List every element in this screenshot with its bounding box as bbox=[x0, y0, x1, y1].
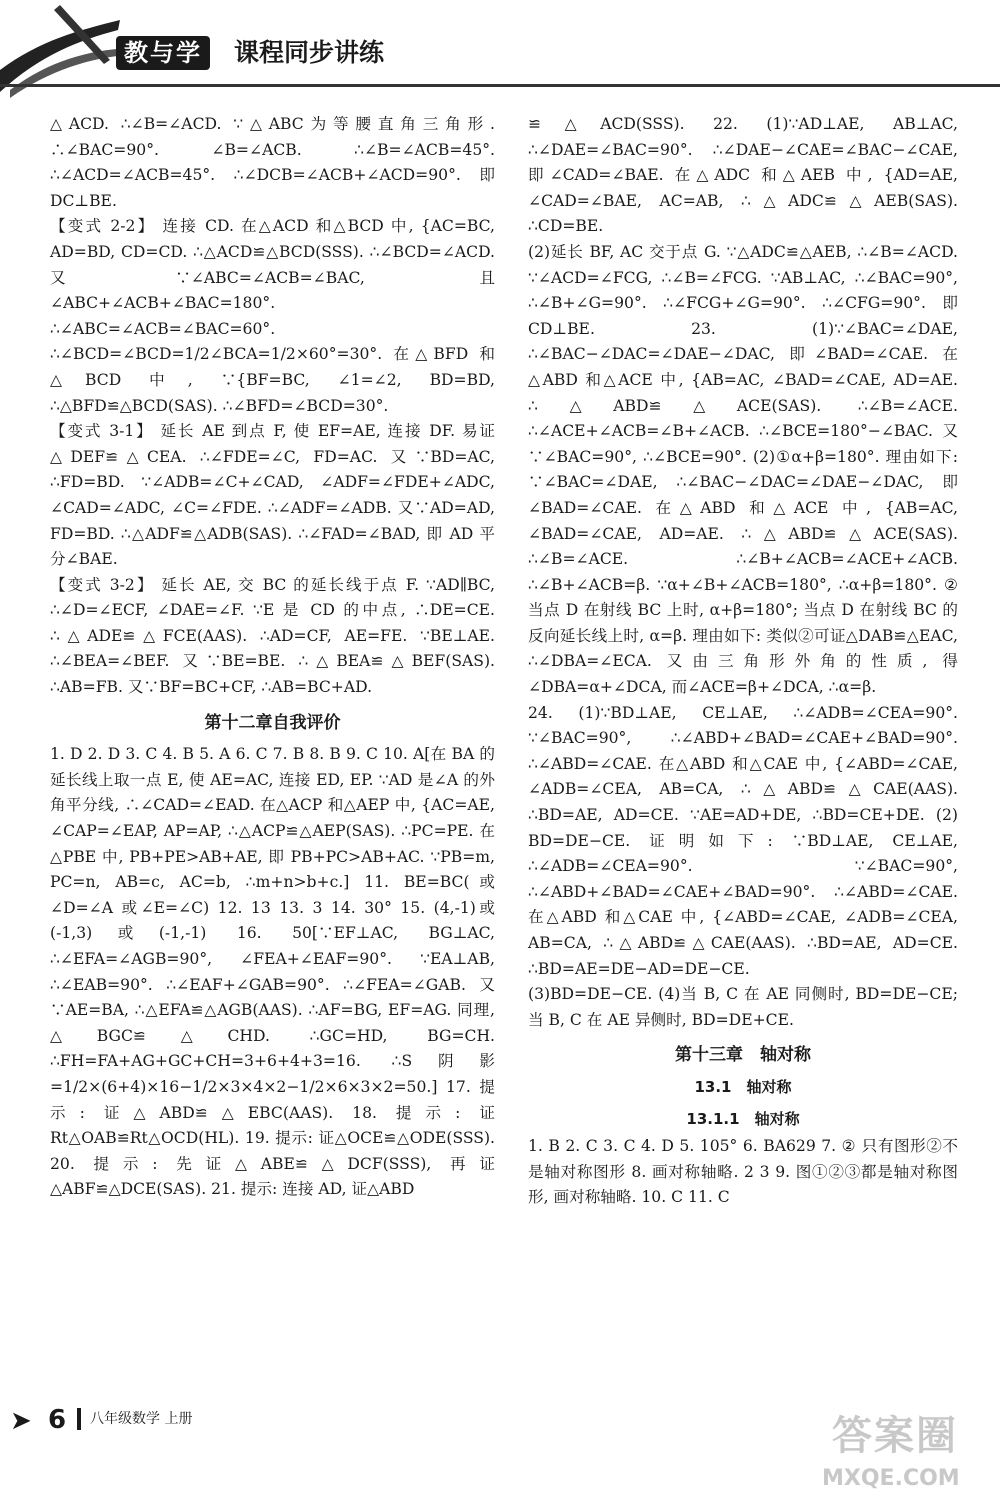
right-paragraph: (3)BD=DE−CE. (4)当 B, C 在 AE 同侧时, BD=DE−CE; 当 B, C 在 AE 异侧时, BD=DE+CE. bbox=[528, 985, 958, 1029]
section-title: 13.1 轴对称 bbox=[694, 1077, 792, 1096]
left-column bbox=[50, 112, 495, 1203]
page-footer bbox=[0, 1400, 1000, 1500]
watermark bbox=[800, 1410, 990, 1498]
chapter13-title: 第十三章 轴对称 bbox=[675, 1045, 811, 1066]
page-number: 6 bbox=[48, 1405, 67, 1435]
series-title: 课程同步讲练 bbox=[234, 38, 385, 67]
subsection-title: 13.1.1 轴对称 bbox=[686, 1109, 800, 1128]
watermark-sub: MXQE.COM bbox=[822, 1466, 960, 1491]
chapter13-answers: 1. B 2. C 3. C 4. D 5. 105° 6. BA629 7. ② 只有图形②不是轴对称图形 8. 画对称轴略. 2 3 9. 图①②③都是轴对称图形, 画对称轴略. 10. C 11. C bbox=[528, 1137, 958, 1207]
chapter12-answers: 1. D 2. D 3. C 4. B 5. A 6. C 7. B 8. B 9. C 10. A[在 BA 的延长线上取一点 E, 使 AE=AC, 连接 ED, EP. ∵AD 是∠A 的外角平分线, ∴∠CAD=∠EAD. 在△ACP 和△AEP 中, {AC=AE, ∠CAP=∠EAP, AP=AP, ∴△ACP≌△AEP(SAS). ∴PC=PE. 在△PBE 中, PB+PE>AB+AE, 即 PB+PC>AB+AC. ∵PB=m, PC=n, AB=c, AC=b, ∴m+n>b+c.] 11. BE=BC(或∠D=∠A 或∠E=∠C) 12. 13 13. 3 14. 30° 15. (4,-1)或(-1,3)或(-1,-1) 16. 50[∵EF⊥AC, BG⊥AC, ∴∠EFA=∠AGB=90°, ∠FEA+∠EAF=90°. ∵EA⊥AB, ∴∠EAB=90°. ∴∠EAF+∠GAB=90°. ∴∠FEA=∠GAB. 又∵AE=BA, ∴△EFA≌△AGB(AAS). ∴AF=BG, EF=AG. 同理, △BGC≌△CHD. ∴GC=HD, BG=CH. ∴FH=FA+AG+GC+CH=3+6+4+3=16. ∴S阴影=1/2×(6+4)×16−1/2×3×4×2−1/2×6×3×2=50.] 17. 提示: 证△ABD≌△EBC(AAS). 18. 提示: 证 Rt△OAB≌Rt△OCD(HL). 19. 提示: 证△OCE≌△ODE(SSS). 20. 提示: 先证△ABE≌△DCF(SSS), 再证△ABF≌△DCE(SAS). 21. 提示: 连接 AD, 证△ABD bbox=[50, 745, 495, 1199]
left-paragraph: 【变式 3-2】 延长 AE, 交 BC 的延长线于点 F. ∵AD∥BC, ∴∠D=∠ECF, ∠DAE=∠F. ∵E 是 CD 的中点, ∴DE=CE. ∴△ADE≌△FCE(AAS). ∴AD=CF, AE=FE. ∵BE⊥AE. ∴∠BEA=∠BEF. 又∵BE=BE. ∴△BEA≌△BEF(SAS). ∴AB=FB. 又∵BF=BC+CF, ∴AB=BC+AD. bbox=[50, 575, 495, 697]
arrow-right-icon: ➤ bbox=[10, 1406, 32, 1436]
left-paragraph: 【变式 3-1】 延长 AE 到点 F, 使 EF=AE, 连接 DF. 易证△DEF≌△CEA. ∴∠FDE=∠C, FD=AC. 又∵BD=AC, ∴FD=BD. ∵∠ADB=∠C+∠CAD, ∠ADF=∠FDE+∠ADC, ∠CAD=∠ADC, ∠C=∠FDE. ∴∠ADF=∠ADB. 又∵AD=AD, FD=BD. ∴△ADF≌△ADB(SAS). ∴∠FAD=∠BAD, 即 AD 平分∠BAE. bbox=[50, 422, 495, 569]
left-paragraph: △ACD. ∴∠B=∠ACD. ∵△ABC为等腰直角三角形. ∴∠BAC=90°. ∠B=∠ACB. ∴∠B=∠ACB=45°. ∴∠ACD=∠ACB=45°. ∴∠DCB=∠ACB+∠ACD=90°. 即 DC⊥BE. bbox=[50, 115, 495, 210]
right-column bbox=[528, 112, 958, 1211]
right-paragraph: ≌△ACD(SSS). 22. (1)∵AD⊥AE, AB⊥AC, ∴∠DAE=∠BAC=90°. ∴∠DAE−∠CAE=∠BAC−∠CAE, 即∠CAD=∠BAE. 在△ADC 和△AEB 中, {AD=AE, ∠CAD=∠BAE, AC=AB, ∴△ADC≌△AEB(SAS). ∴CD=BE. bbox=[528, 115, 958, 236]
page-header bbox=[0, 0, 1000, 100]
book-title: 八年级数学 上册 bbox=[90, 1411, 193, 1427]
footer-divider bbox=[77, 1408, 81, 1430]
left-paragraph: 【变式 2-2】 连接 CD. 在△ACD 和△BCD 中, {AC=BC, AD=BD, CD=CD. ∴△ACD≌△BCD(SSS). ∴∠BCD=∠ACD. 又∵∠ABC=∠ACB=∠BAC, 且∠ABC+∠ACB+∠BAC=180°. ∴∠ABC=∠ACB=∠BAC=60°. ∴∠BCD=∠BCD=1/2∠BCA=1/2×60°=30°. 在△BFD 和△BCD 中, ∵{BF=BC, ∠1=∠2, BD=BD, ∴△BFD≌△BCD(SAS). ∴∠BFD=∠BCD=30°. bbox=[50, 217, 495, 415]
right-paragraph: 24. (1)∵BD⊥AE, CE⊥AE, ∴∠ADB=∠CEA=90°. ∵∠BAC=90°, ∴∠ABD+∠BAD=∠CAE+∠BAD=90°. ∴∠ABD=∠CAE. 在△ABD 和△CAE 中, {∠ABD=∠CAE, ∠ADB=∠CEA, AB=CA, ∴△ABD≌△CAE(AAS). ∴BD=AE, AD=CE. ∵AE=AD+DE, ∴BD=CE+DE. (2) BD=DE−CE. 证明如下: ∵BD⊥AE, CE⊥AE, ∴∠ADB=∠CEA=90°. ∵∠BAC=90°, ∴∠ABD+∠BAD=∠CAE+∠BAD=90°. ∴∠ABD=∠CAE. 在△ABD 和△CAE 中, {∠ABD=∠CAE, ∠ADB=∠CEA, AB=CA, ∴△ABD≌△CAE(AAS). ∴BD=AE, AD=CE. ∴BD=AE=DE−AD=DE−CE. bbox=[528, 703, 958, 978]
brand-logo: 教与学 bbox=[116, 36, 210, 70]
right-paragraph: (2)延长 BF, AC 交于点 G. ∵△ADC≌△AEB, ∴∠B=∠ACD. ∵∠ACD=∠FCG, ∴∠B=∠FCG. ∵AB⊥AC, ∴∠BAC=90°, ∴∠B+∠G=90°. ∴∠FCG+∠G=90°. ∴∠CFG=90°. 即 CD⊥BE. 23. (1)∵∠BAC=∠DAE, ∴∠BAC−∠DAC=∠DAE−∠DAC, 即∠BAD=∠CAE. 在△ABD 和△ACE 中, {AB=AC, ∠BAD=∠CAE, AD=AE. ∴△ABD≌△ACE(SAS). ∴∠B=∠ACE. ∴∠ACE+∠ACB=∠B+∠ACB. ∴∠BCE=180°−∠BAC. 又∵∠BAC=90°, ∴∠BCE=90°. (2)①α+β=180°. 理由如下: ∵∠BAC=∠DAE, ∴∠BAC−∠DAC=∠DAE−∠DAC, 即∠BAD=∠CAE. 在△ABD 和△ACE 中, {AB=AC, ∠BAD=∠CAE, AD=AE. ∴△ABD≌△ACE(SAS). ∴∠B=∠ACE. ∴∠B+∠ACB=∠ACE+∠ACB. ∴∠B+∠ACB=β. ∵α+∠B+∠ACB=180°, ∴α+β=180°. ② 当点 D 在射线 BC 上时, α+β=180°; 当点 D 在射线 BC 的反向延长线上时, α=β. 理由如下: 类似②可证△DAB≌△EAC, ∴∠DBA=∠ECA. 又由三角形外角的性质, 得∠DBA=α+∠DCA, 而∠ACE=β+∠DCA, ∴α=β. bbox=[528, 242, 958, 697]
watermark-main: 答案圈 bbox=[832, 1413, 958, 1459]
chapter12-title: 第十二章自我评价 bbox=[204, 712, 341, 733]
header-rule bbox=[0, 84, 1000, 87]
